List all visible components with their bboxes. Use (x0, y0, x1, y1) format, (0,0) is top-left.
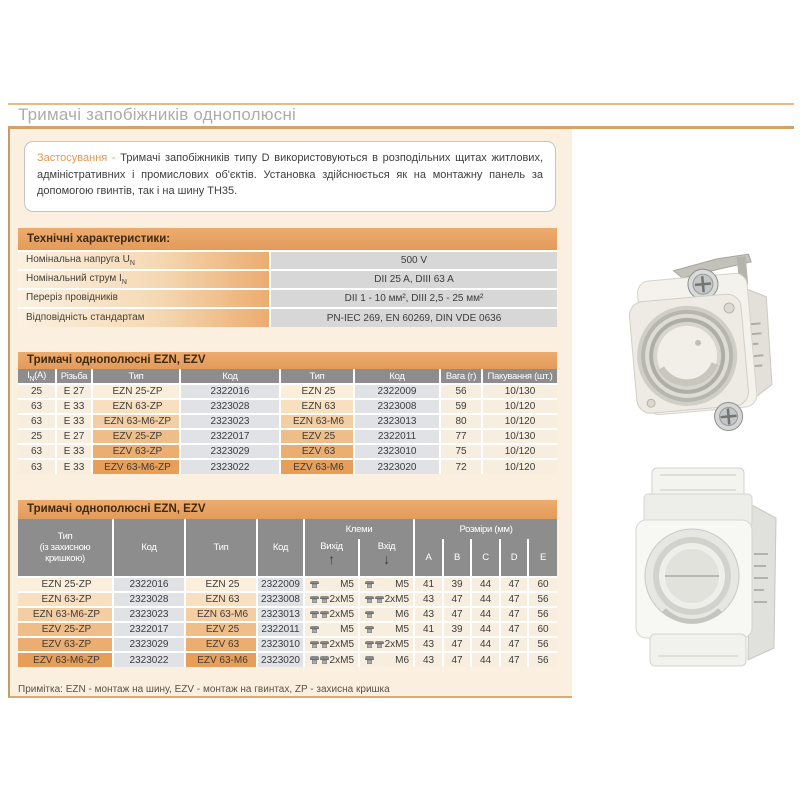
table1 (18, 369, 557, 474)
col-header-code2: Код (257, 519, 304, 577)
cell-type-zp: EZN 63-ZP (18, 592, 113, 607)
screw-terminal-icon (364, 626, 374, 634)
col-header-in: $I_N(A)$ (18, 369, 56, 384)
cell-terminal-out: 2xM5 (304, 652, 359, 667)
cell-dim-c: 44 (471, 637, 500, 652)
product-photo-modular-fuse-holder (624, 462, 790, 682)
cell-type-zp: EZV 63-ZP (18, 637, 113, 652)
cell-type: EZV 63 (280, 444, 354, 459)
table2-row (18, 637, 557, 652)
cell-pack: 10/130 (482, 429, 557, 444)
cell-code-zp: 2322017 (180, 429, 280, 444)
screw-terminal-icon (309, 641, 329, 649)
table2-row (18, 622, 557, 637)
arrow-up-icon: ↑ (328, 551, 335, 567)
cell-pack: 10/120 (482, 414, 557, 429)
col-header-weight: Вага (г) (440, 369, 482, 384)
table1-header-row (18, 369, 557, 384)
col-header-thread: Різьба (56, 369, 92, 384)
cell-type: EZN 63 (280, 399, 354, 414)
cell-code-zp: 2322017 (113, 622, 185, 637)
cell-dim-d: 47 (500, 607, 528, 622)
col-header-type: Тип (280, 369, 354, 384)
screw-terminal-icon (309, 581, 319, 589)
cell-dim-b: 39 (443, 622, 471, 637)
col-group-dimensions: Розміри (мм) (414, 519, 557, 539)
cell-type: EZN 63-M6 (280, 414, 354, 429)
screw-terminal-icon (309, 596, 329, 604)
cell-terminal-out: M5 (304, 577, 359, 592)
cell-terminal-in: M5 (359, 577, 414, 592)
table2-row (18, 592, 557, 607)
col-header-dim-e: E (528, 539, 557, 577)
col-header-out: Вихід ↑ (304, 539, 359, 577)
cell-type-zp: EZV 63-M6-ZP (92, 459, 180, 474)
page-title: Тримачі запобіжників однополюсні (18, 105, 297, 124)
cell-thread: E 33 (56, 399, 92, 414)
table1-row (18, 459, 557, 474)
cell-type: EZV 25 (185, 622, 257, 637)
cell-code: 2322011 (354, 429, 440, 444)
cell-terminal-in: 2xM5 (359, 592, 414, 607)
cell-dim-d: 47 (500, 592, 528, 607)
cell-code: 2323008 (354, 399, 440, 414)
cell-type-zp: EZV 63-ZP (92, 444, 180, 459)
cell-type-zp: EZN 63-M6-ZP (18, 607, 113, 622)
cell-type-zp: EZV 25-ZP (18, 622, 113, 637)
cell-type: EZV 25 (280, 429, 354, 444)
table1-title: Тримачі однополюсні EZN, EZV (18, 352, 557, 369)
holders-table-2 (18, 500, 557, 667)
cell-dim-b: 47 (443, 592, 471, 607)
screw-terminal-icon (364, 641, 384, 649)
cell-type-zp: EZN 25-ZP (18, 577, 113, 592)
cell-code-zp: 2323028 (180, 399, 280, 414)
screw-terminal-icon (364, 611, 374, 619)
table2-row (18, 577, 557, 592)
cell-dim-c: 44 (471, 622, 500, 637)
cell-dim-d: 47 (500, 637, 528, 652)
cell-code: 2322009 (354, 384, 440, 399)
col-group-terminals: Клеми (304, 519, 414, 539)
tech-label: Номінальний струм $I_N$ (18, 270, 270, 289)
col-header-dim-c: C (471, 539, 500, 577)
cell-weight: 59 (440, 399, 482, 414)
cell-in: 63 (18, 444, 56, 459)
cell-dim-c: 44 (471, 652, 500, 667)
application-text: Тримачі запобіжників типу D використовуються в розподільних щитах житлових, адміністративних і промислових об'єктів. Установка здійснюється як на монтажну панель за допомогою гвинтів, так і на шину TH35. (37, 152, 544, 197)
cell-terminal-in: M5 (359, 622, 414, 637)
tech-table-title: Технічні характеристики: (18, 228, 557, 250)
cell-type: EZV 63-M6 (280, 459, 354, 474)
cell-type-zp: EZN 63-M6-ZP (92, 414, 180, 429)
cell-terminal-in: 2xM5 (359, 637, 414, 652)
cell-code: 2322009 (257, 577, 304, 592)
application-lead: Застосування - (37, 152, 121, 164)
cell-thread: E 27 (56, 429, 92, 444)
col-header-code: Код (354, 369, 440, 384)
cell-dim-c: 44 (471, 577, 500, 592)
cell-code: 2323010 (257, 637, 304, 652)
cell-code: 2323010 (354, 444, 440, 459)
cell-weight: 75 (440, 444, 482, 459)
col-header-in: Вхід ↓ (359, 539, 414, 577)
cell-terminal-in: M6 (359, 607, 414, 622)
col-header-dim-b: B (443, 539, 471, 577)
tech-label: Відповідність стандартам (18, 308, 270, 327)
tech-row (18, 270, 557, 289)
cell-dim-e: 56 (528, 607, 557, 622)
cell-type: EZN 25 (280, 384, 354, 399)
cell-type: EZV 63 (185, 637, 257, 652)
cell-dim-a: 41 (414, 577, 443, 592)
cell-code: 2322011 (257, 622, 304, 637)
cell-type: EZN 25 (185, 577, 257, 592)
screw-terminal-icon (364, 656, 374, 664)
screw-terminal-icon (364, 581, 374, 589)
cell-thread: E 27 (56, 384, 92, 399)
cell-dim-a: 41 (414, 622, 443, 637)
cell-terminal-out: 2xM5 (304, 607, 359, 622)
cell-terminal-out: M5 (304, 622, 359, 637)
screw-terminal-icon (309, 611, 329, 619)
cell-dim-d: 47 (500, 652, 528, 667)
table1-row (18, 384, 557, 399)
cell-pack: 10/130 (482, 384, 557, 399)
cell-dim-e: 60 (528, 622, 557, 637)
tech-value: 500 V (270, 251, 557, 270)
cell-code: 2323013 (257, 607, 304, 622)
col-header-pack: Пакування (шт.) (482, 369, 557, 384)
table2-row (18, 652, 557, 667)
cell-weight: 77 (440, 429, 482, 444)
cell-code-zp: 2323022 (113, 652, 185, 667)
cell-type: EZV 63-M6 (185, 652, 257, 667)
col-header-type: Тип (185, 519, 257, 577)
cell-in: 25 (18, 429, 56, 444)
cell-dim-a: 43 (414, 607, 443, 622)
tech-value: DII 1 - 10 мм², DIII 2,5 - 25 мм² (270, 289, 557, 308)
cell-dim-e: 56 (528, 637, 557, 652)
table1-row (18, 429, 557, 444)
table2-title: Тримачі однополюсні EZN, EZV (18, 500, 557, 519)
col-header-dim-d: D (500, 539, 528, 577)
table2-header-row-1 (18, 519, 557, 539)
footnote: Примітка: EZN - монтаж на шину, EZV - монтаж на гвинтах, ZP - захисна кришка (18, 684, 390, 695)
cell-in: 25 (18, 384, 56, 399)
product-photo-ceramic-fuse-base (628, 238, 790, 451)
table2-row (18, 607, 557, 622)
tech-value: PN-IEC 269, EN 60269, DIN VDE 0636 (270, 308, 557, 327)
cell-type-zp: EZV 63-M6-ZP (18, 652, 113, 667)
cell-weight: 72 (440, 459, 482, 474)
cell-code-zp: 2322016 (113, 577, 185, 592)
tech-row (18, 251, 557, 270)
col-header-type-zp: Тип (92, 369, 180, 384)
cell-thread: E 33 (56, 459, 92, 474)
table1-row (18, 414, 557, 429)
cell-code: 2323008 (257, 592, 304, 607)
cell-dim-a: 43 (414, 652, 443, 667)
cell-dim-c: 44 (471, 607, 500, 622)
table2 (18, 519, 557, 667)
cell-dim-a: 43 (414, 592, 443, 607)
table1-row (18, 399, 557, 414)
cell-dim-b: 47 (443, 637, 471, 652)
tech-label: Переріз провідників (18, 289, 270, 308)
cell-code: 2323020 (354, 459, 440, 474)
cell-type-zp: EZN 63-ZP (92, 399, 180, 414)
cell-pack: 10/120 (482, 444, 557, 459)
cell-type-zp: EZV 25-ZP (92, 429, 180, 444)
col-header-code1: Код (113, 519, 185, 577)
cell-dim-e: 60 (528, 577, 557, 592)
cell-code-zp: 2323023 (113, 607, 185, 622)
cell-pack: 10/120 (482, 399, 557, 414)
tech-table (18, 250, 557, 327)
cell-pack: 10/120 (482, 459, 557, 474)
cell-type-zp: EZN 25-ZP (92, 384, 180, 399)
screw-terminal-icon (309, 656, 329, 664)
cell-in: 63 (18, 414, 56, 429)
cell-dim-e: 56 (528, 592, 557, 607)
cell-weight: 56 (440, 384, 482, 399)
arrow-down-icon: ↓ (383, 551, 390, 567)
tech-row (18, 289, 557, 308)
cell-dim-b: 47 (443, 652, 471, 667)
cell-dim-b: 39 (443, 577, 471, 592)
cell-thread: E 33 (56, 414, 92, 429)
col-header-code-zp: Код (180, 369, 280, 384)
cell-terminal-in: M6 (359, 652, 414, 667)
cell-code-zp: 2322016 (180, 384, 280, 399)
cell-type: EZN 63-M6 (185, 607, 257, 622)
cell-code-zp: 2323029 (180, 444, 280, 459)
cell-terminal-out: 2xM5 (304, 592, 359, 607)
screw-terminal-icon (364, 596, 384, 604)
cell-terminal-out: 2xM5 (304, 637, 359, 652)
cell-in: 63 (18, 459, 56, 474)
col-header-dim-a: A (414, 539, 443, 577)
tech-characteristics-table (18, 228, 557, 327)
cell-dim-b: 47 (443, 607, 471, 622)
cell-thread: E 33 (56, 444, 92, 459)
col-header-type-zp: Тип (із захисною кришкою) (18, 519, 113, 577)
table1-row (18, 444, 557, 459)
tech-value: DII 25 A, DIII 63 A (270, 270, 557, 289)
cell-code-zp: 2323022 (180, 459, 280, 474)
cell-code-zp: 2323023 (180, 414, 280, 429)
cell-dim-d: 47 (500, 622, 528, 637)
cell-weight: 80 (440, 414, 482, 429)
application-box (24, 141, 556, 212)
cell-dim-d: 47 (500, 577, 528, 592)
cell-dim-c: 44 (471, 592, 500, 607)
cell-in: 63 (18, 399, 56, 414)
cell-code: 2323020 (257, 652, 304, 667)
holders-table-1 (18, 352, 557, 474)
cell-dim-a: 43 (414, 637, 443, 652)
cell-type: EZN 63 (185, 592, 257, 607)
cell-dim-e: 56 (528, 652, 557, 667)
tech-row (18, 308, 557, 327)
tech-label: Номінальна напруга $U_N$ (18, 251, 270, 270)
cell-code-zp: 2323028 (113, 592, 185, 607)
cell-code-zp: 2323029 (113, 637, 185, 652)
screw-terminal-icon (309, 626, 319, 634)
cell-code: 2323013 (354, 414, 440, 429)
